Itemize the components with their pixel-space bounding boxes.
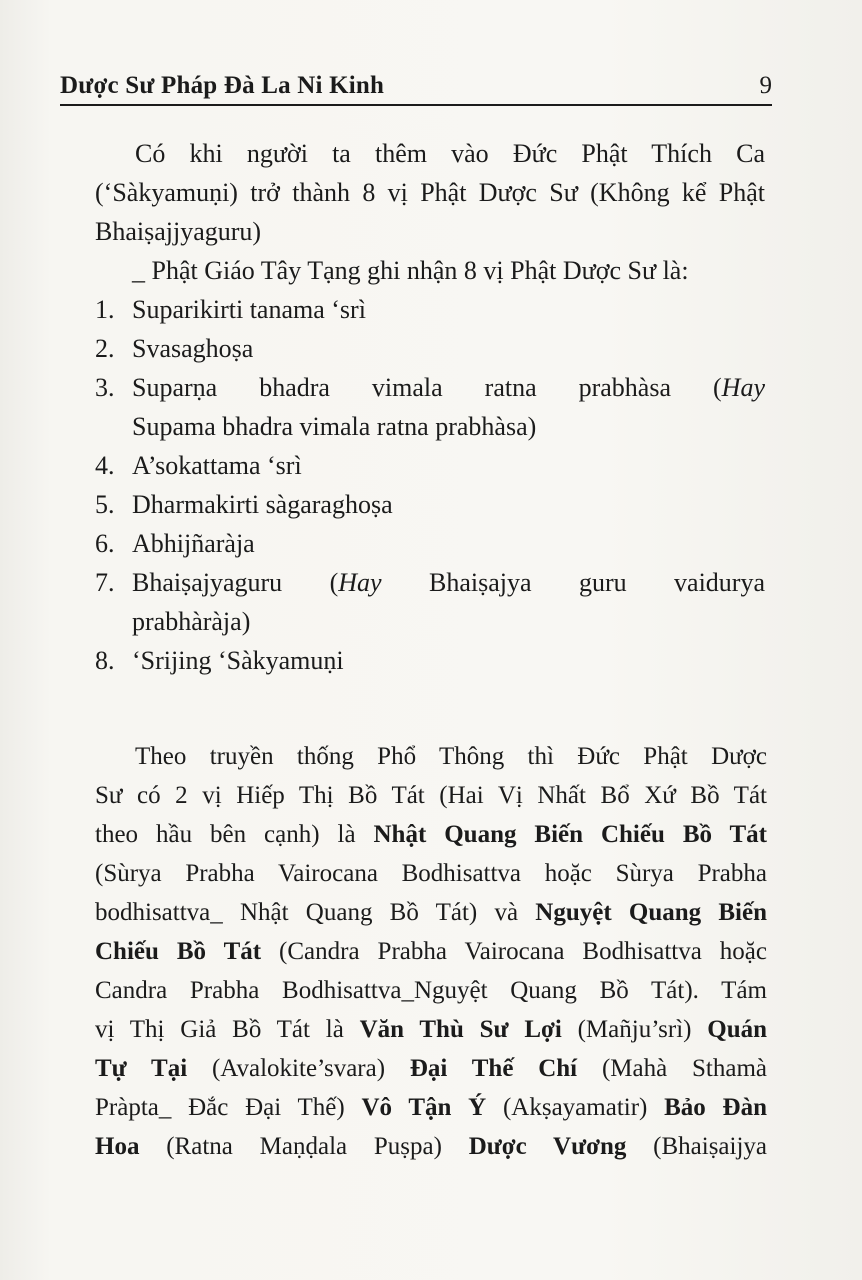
list-text: Dharmakirti sàgaraghoṣa xyxy=(132,490,393,519)
list-text: Suparṇa bhadra vimala ratna prabhàsa ( xyxy=(132,373,722,402)
bodhisattva-name: Dược Vương xyxy=(468,1133,627,1160)
running-header xyxy=(60,70,772,106)
list-text: Svasaghoṣa xyxy=(132,334,254,363)
para-text: (Bhaiṣaijya xyxy=(626,1133,768,1160)
para-line: Sư có 2 vị Hiếp Thị Bồ Tát (Hai Vị Nhất Bổ Xứ Bồ Tát xyxy=(95,782,767,809)
list-item xyxy=(95,290,765,329)
intro-line-3: Bhaiṣajjyaguru) xyxy=(95,217,262,246)
bodhisattva-name: Nguyệt Quang Biến xyxy=(535,899,767,926)
header-divider xyxy=(60,104,772,106)
bodhisattva-name: Nhật Quang Biến Chiếu Bồ Tát xyxy=(373,821,767,848)
bodhisattva-name: Chiếu Bồ Tát xyxy=(95,938,262,965)
list-item xyxy=(95,368,765,407)
bodhisattva-name: Văn Thù Sư Lợi xyxy=(359,1016,562,1043)
list-item-continuation: Supama bhadra vimala ratna prabhàsa) xyxy=(132,412,537,441)
list-text-italic: Hay xyxy=(721,373,765,402)
list-text-justified xyxy=(132,368,765,407)
list-number: 8. xyxy=(95,646,115,675)
para-line xyxy=(95,1050,767,1089)
bodhisattva-name: Vô Tận Ý xyxy=(361,1094,487,1121)
intro-line-4: _ Phật Giáo Tây Tạng ghi nhận 8 vị Phật Dược Sư là: xyxy=(132,256,689,285)
list-text: Bhaiṣajya guru vaidurya xyxy=(381,568,765,597)
header-title: Dược Sư Pháp Đà La Ni Kinh xyxy=(60,72,385,99)
intro-line-1: Có khi người ta thêm vào Đức Phật Thích Ca xyxy=(135,139,765,168)
list-number: 6. xyxy=(95,529,115,558)
list-number: 7. xyxy=(95,568,115,597)
para-text: (Mahà Sthamà xyxy=(577,1055,767,1082)
para-line: Candra Prabha Bodhisattva_Nguyệt Quang Bồ Tát). Tám xyxy=(95,977,767,1004)
para-line xyxy=(95,1011,767,1050)
intro-section xyxy=(95,134,765,680)
para-line xyxy=(95,894,767,933)
intro-line-2: (‘Sàkyamuṇi) trở thành 8 vị Phật Dược Sư (Không kể Phật xyxy=(95,178,765,207)
list-item xyxy=(95,446,765,485)
para-text: Pràpta_ Đắc Đại Thế) xyxy=(95,1094,362,1121)
list-number: 2. xyxy=(95,334,115,363)
para-text: (Mañju’srì) xyxy=(561,1016,708,1043)
para-text: bodhisattva_ Nhật Quang Bồ Tát) và xyxy=(95,899,536,926)
para-line xyxy=(95,933,767,972)
list-text: Bhaiṣajyaguru ( xyxy=(132,568,339,597)
list-text: Abhijñaràja xyxy=(132,529,255,558)
para-text: vị Thị Giả Bồ Tát là xyxy=(95,1016,360,1043)
bodhisattva-name: Hoa xyxy=(95,1133,140,1160)
buddha-list xyxy=(95,290,765,680)
bodhisattva-name: Bảo Đàn xyxy=(664,1094,767,1121)
list-number: 5. xyxy=(95,490,115,519)
list-text: Suparikirti tanama ‘srì xyxy=(132,295,366,324)
para-text: (Avalokite’svara) xyxy=(187,1055,410,1082)
para-text: theo hầu bên cạnh) là xyxy=(95,821,374,848)
bodhisattva-name: Tự Tại xyxy=(95,1055,188,1082)
list-item xyxy=(95,329,765,368)
list-text-justified xyxy=(132,563,765,602)
para-line xyxy=(95,816,767,855)
para-line: Theo truyền thống Phổ Thông thì Đức Phật Dược xyxy=(135,743,767,770)
page-number: 9 xyxy=(759,72,772,99)
list-item xyxy=(95,485,765,524)
para-text: (Candra Prabha Vairocana Bodhisattva hoặc xyxy=(261,938,767,965)
list-item xyxy=(95,524,765,563)
bodhisattva-name: Đại Thế Chí xyxy=(409,1055,578,1082)
list-number: 4. xyxy=(95,451,115,480)
para-line xyxy=(95,1089,767,1128)
para-text: (Akṣayamatir) xyxy=(486,1094,665,1121)
list-item-continuation: prabhàràja) xyxy=(132,607,251,636)
list-text-italic: Hay xyxy=(338,568,382,597)
list-text: ‘Srijing ‘Sàkyamuṇi xyxy=(132,646,344,675)
paragraph-attendants xyxy=(95,738,767,1167)
bodhisattva-name: Quán xyxy=(707,1016,768,1043)
list-number: 1. xyxy=(95,295,115,324)
para-line xyxy=(95,1128,767,1167)
list-item xyxy=(95,563,765,602)
list-number: 3. xyxy=(95,373,115,402)
list-item xyxy=(95,641,765,680)
list-text: A’sokattama ‘srì xyxy=(132,451,302,480)
para-line: (Sùrya Prabha Vairocana Bodhisattva hoặc Sùrya Prabha xyxy=(95,860,767,887)
para-text: (Ratna Maṇḍala Puṣpa) xyxy=(139,1133,469,1160)
